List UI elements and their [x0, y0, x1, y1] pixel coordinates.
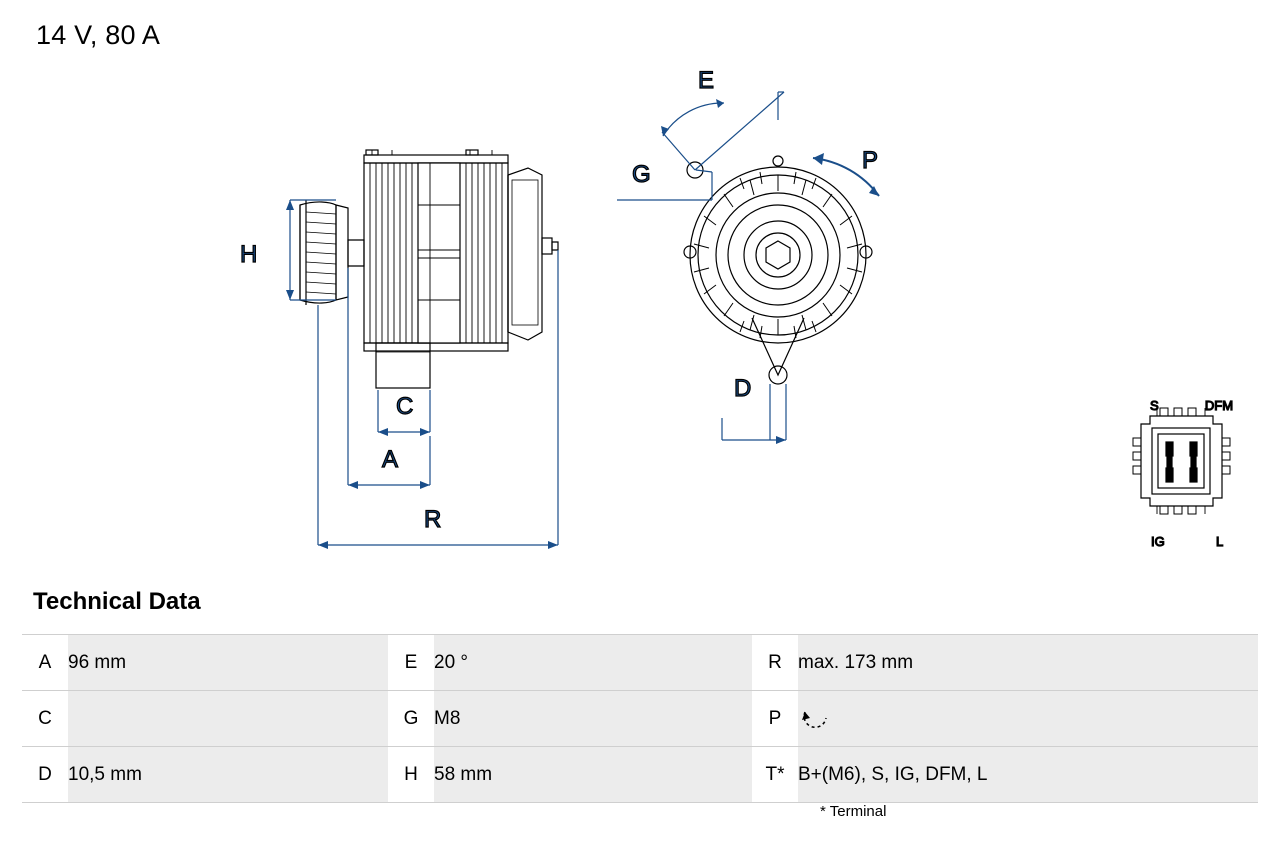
row-value-t: B+(M6), S, IG, DFM, L	[798, 747, 1258, 803]
technical-data-table	[22, 634, 1258, 803]
dimension-label-D: D	[734, 375, 752, 402]
dimension-label-H: H	[240, 241, 258, 268]
row-value-p	[798, 691, 1258, 747]
row-value-g: M8	[434, 691, 752, 747]
table-row	[22, 691, 1258, 747]
table-row	[22, 635, 1258, 691]
dimension-label-E: E	[698, 67, 715, 94]
dimension-label-A: A	[382, 446, 399, 473]
dimension-label-R: R	[424, 506, 442, 533]
table-row	[22, 747, 1258, 803]
rotation-direction-icon	[798, 706, 832, 732]
row-key-h: H	[388, 747, 434, 803]
dimension-label-G: G	[632, 161, 651, 188]
row-key-c: C	[22, 691, 68, 747]
row-value-r: max. 173 mm	[798, 635, 1258, 691]
row-key-e: E	[388, 635, 434, 691]
technical-data-heading: Technical Data	[33, 588, 201, 615]
row-key-p: P	[752, 691, 798, 747]
row-key-g: G	[388, 691, 434, 747]
connector-label-S: S	[1150, 398, 1159, 413]
connector-label-IG: IG	[1151, 534, 1165, 549]
row-value-d: 10,5 mm	[68, 747, 388, 803]
row-value-a: 96 mm	[68, 635, 388, 691]
row-key-t: T*	[752, 747, 798, 803]
row-value-h: 58 mm	[434, 747, 752, 803]
connector-label-DFM: DFM	[1204, 398, 1234, 413]
row-key-d: D	[22, 747, 68, 803]
row-value-e: 20 °	[434, 635, 752, 691]
dimension-label-P: P	[862, 147, 879, 174]
row-key-r: R	[752, 635, 798, 691]
dimension-label-C: C	[396, 393, 414, 420]
page-title: 14 V, 80 A	[36, 20, 161, 50]
connector-label-L: L	[1216, 534, 1224, 549]
table-footnote: * Terminal	[820, 803, 887, 820]
row-value-c	[68, 691, 388, 747]
row-key-a: A	[22, 635, 68, 691]
